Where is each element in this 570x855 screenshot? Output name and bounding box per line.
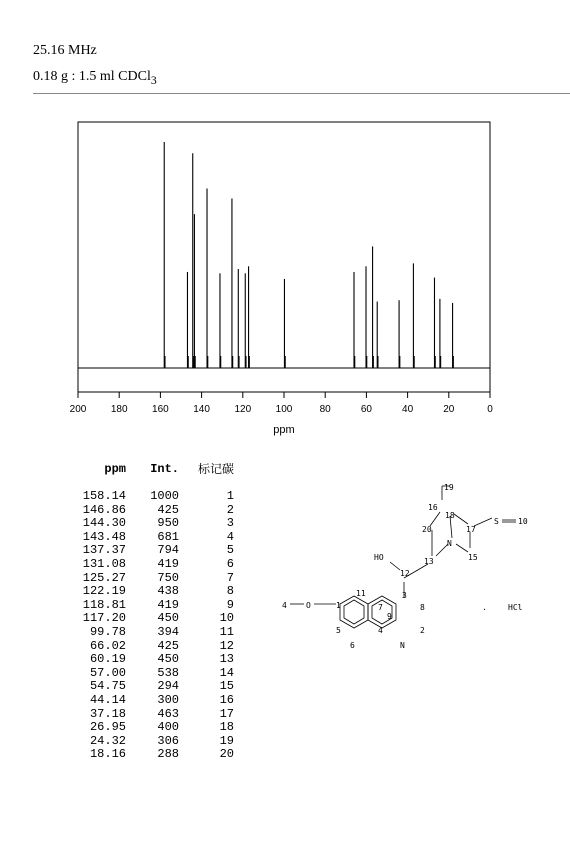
cell-ppm: 158.14	[82, 489, 126, 503]
table-row	[72, 735, 234, 749]
cell-intensity: 463	[157, 706, 179, 721]
c18-c17-bond	[454, 514, 468, 524]
col-header-carbon: 标记碳	[197, 462, 234, 476]
cell-ppm: 99.78	[89, 624, 126, 639]
cell-carbon: 15	[219, 679, 234, 694]
aromatic-inner-ring	[344, 600, 364, 624]
cell-ppm: 137.37	[82, 543, 126, 558]
atom-6: 6	[350, 641, 355, 650]
cell-intensity: 450	[157, 611, 179, 626]
table-row	[72, 626, 234, 640]
cell-carbon: 6	[226, 556, 234, 571]
cell-ppm: 143.48	[82, 529, 126, 544]
frequency-label: 25.16 MHz	[33, 43, 97, 58]
cell-ppm: 60.19	[89, 652, 126, 667]
cell-intensity: 750	[157, 570, 179, 585]
table-row	[72, 531, 234, 545]
cell-carbon: 1	[226, 489, 234, 503]
cell-ppm: 66.02	[89, 638, 126, 653]
x-tick-label: 80	[319, 404, 331, 415]
cell-intensity: 306	[157, 733, 179, 748]
cell-carbon: 13	[219, 652, 234, 667]
atom-3: 3	[402, 591, 407, 600]
cell-intensity: 394	[157, 624, 179, 639]
atom-o: O	[306, 601, 311, 610]
col-header-ppm: ppm	[104, 462, 126, 476]
table-row	[72, 572, 234, 586]
cell-carbon: 12	[219, 638, 234, 653]
cell-carbon: 5	[226, 543, 234, 558]
cell-ppm: 144.30	[82, 516, 126, 531]
cell-carbon: 19	[219, 733, 234, 748]
cell-ppm: 57.00	[89, 665, 126, 680]
chemical-structure	[280, 470, 570, 670]
cell-carbon: 16	[219, 692, 234, 707]
nmr-spectrum-chart	[0, 110, 570, 440]
cell-intensity: 400	[157, 720, 179, 735]
cell-ppm: 117.20	[82, 611, 126, 626]
salt-label: HCl	[508, 603, 523, 612]
cell-carbon: 10	[219, 611, 234, 626]
atom-1: 1	[336, 601, 341, 610]
x-tick-label: 160	[152, 404, 169, 415]
x-tick-label: 100	[275, 404, 293, 415]
atom-7: 7	[378, 603, 383, 612]
table-row	[72, 680, 234, 694]
table-row	[72, 504, 234, 518]
cell-carbon: 2	[226, 502, 234, 517]
cell-ppm: 125.27	[82, 570, 126, 585]
c20-c16-bond	[430, 512, 440, 526]
x-tick-label: 180	[110, 404, 128, 415]
cell-intensity: 538	[157, 665, 179, 680]
cell-intensity: 438	[157, 584, 179, 599]
atom-4: 4	[378, 626, 383, 635]
cell-ppm: 54.75	[89, 679, 126, 694]
x-tick-label: 0	[487, 404, 493, 415]
x-tick-label: 60	[360, 404, 372, 415]
table-row	[72, 694, 234, 708]
atom-s: S	[494, 517, 499, 526]
c17-s-bond	[474, 518, 492, 526]
cell-intensity: 419	[157, 556, 179, 571]
cell-ppm: 44.14	[89, 692, 126, 707]
x-tick-label: 140	[193, 404, 210, 415]
table-row	[72, 517, 234, 531]
ho-bond	[390, 562, 400, 570]
table-row	[72, 544, 234, 558]
atom-ho: HO	[374, 553, 384, 562]
atom-18: 18	[445, 511, 455, 520]
cell-ppm: 24.32	[89, 733, 126, 748]
atom-n-bridge: N	[447, 539, 452, 548]
atom-19: 19	[444, 483, 454, 492]
cell-carbon: 4	[226, 529, 234, 544]
cell-carbon: 17	[219, 706, 234, 721]
cell-carbon: 7	[226, 570, 234, 585]
atom-20: 20	[422, 525, 432, 534]
x-tick-label: 40	[402, 404, 414, 415]
cell-intensity: 288	[157, 747, 179, 762]
cell-intensity: 950	[157, 516, 179, 531]
cell-carbon: 3	[226, 516, 234, 531]
table-row	[72, 640, 234, 654]
sample-text: 0.18 g : 1.5 ml CDCl	[33, 69, 151, 84]
atom-12: 12	[400, 569, 410, 578]
cell-ppm: 118.81	[82, 597, 126, 612]
cell-intensity: 425	[157, 638, 179, 653]
atom-methyl: 4	[282, 601, 287, 610]
header-divider	[33, 93, 570, 94]
table-row	[72, 599, 234, 613]
atom-2: 2	[420, 626, 425, 635]
cell-intensity: 294	[157, 679, 179, 694]
table-row	[72, 585, 234, 599]
x-axis-label: ppm	[273, 424, 295, 436]
table-body	[72, 490, 234, 762]
table-row	[72, 558, 234, 572]
salt-separator: .	[482, 603, 487, 612]
cell-intensity: 419	[157, 597, 179, 612]
cell-ppm: 122.19	[82, 584, 126, 599]
cell-intensity: 1000	[150, 489, 179, 503]
table-row	[72, 653, 234, 667]
cell-intensity: 300	[157, 692, 179, 707]
table-header	[72, 462, 234, 490]
atom-8: 8	[420, 603, 425, 612]
x-tick-label: 200	[69, 404, 87, 415]
atom-13: 13	[424, 557, 434, 566]
table-row	[72, 667, 234, 681]
atom-16: 16	[428, 503, 438, 512]
cell-carbon: 9	[226, 597, 234, 612]
cell-intensity: 425	[157, 502, 179, 517]
cell-intensity: 450	[157, 652, 179, 667]
cell-ppm: 146.86	[82, 502, 126, 517]
n-c15-bond	[456, 544, 468, 552]
cell-ppm: 131.08	[82, 556, 126, 571]
cell-carbon: 20	[219, 747, 234, 762]
atom-10: 10	[518, 517, 528, 526]
atom-5: 5	[336, 626, 341, 635]
atom-11: 11	[356, 589, 366, 598]
cell-ppm: 26.95	[89, 720, 126, 735]
x-tick-label: 120	[234, 404, 252, 415]
table-row	[72, 490, 234, 504]
sample-subscript: 3	[150, 73, 157, 87]
atom-9: 9	[387, 612, 392, 621]
cell-carbon: 11	[219, 624, 234, 639]
table-row	[72, 708, 234, 722]
peak-table	[72, 462, 234, 762]
col-header-int: Int.	[150, 462, 179, 476]
cell-ppm: 37.18	[89, 706, 126, 721]
cell-intensity: 794	[157, 543, 179, 558]
cell-ppm: 18.16	[89, 747, 126, 762]
cell-carbon: 18	[219, 720, 234, 735]
atom-15: 15	[468, 553, 478, 562]
cell-carbon: 14	[219, 665, 234, 680]
sample-label	[33, 69, 157, 87]
atom-17: 17	[466, 525, 476, 534]
table-row	[72, 748, 234, 762]
cell-intensity: 681	[157, 529, 179, 544]
atom-n-ring: N	[400, 641, 405, 650]
table-row	[72, 721, 234, 735]
cell-carbon: 8	[226, 584, 234, 599]
table-row	[72, 612, 234, 626]
x-tick-label: 20	[443, 404, 455, 415]
